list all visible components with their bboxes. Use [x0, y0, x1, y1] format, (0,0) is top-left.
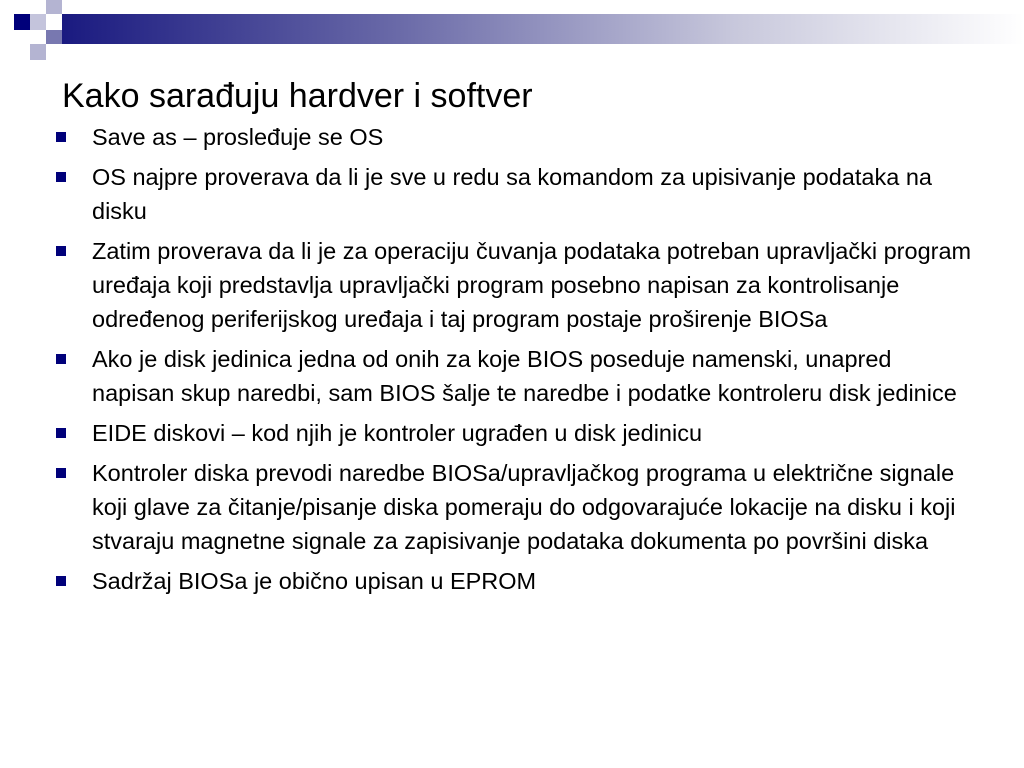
bullet-item [52, 120, 972, 154]
square-bullet-icon [56, 132, 66, 142]
deco-square-light [30, 14, 46, 30]
bullet-text: Sadržaj BIOSa je obično upisan u EPROM [92, 568, 537, 594]
header-gradient-bar [62, 14, 1024, 44]
deco-square-dark [14, 14, 30, 30]
deco-square-light [46, 0, 62, 14]
bullet-text: EIDE diskovi – kod njih je kontroler ugrađen u disk jedinicu [92, 420, 703, 446]
square-bullet-icon [56, 468, 66, 478]
bullet-item [52, 160, 972, 228]
bullet-text: Zatim proverava da li je za operaciju čuvanja podataka potreban upravljački program uređaja koji predstavlja upravljački program posebno napisan za kontrolisanje određenog periferijskog uređaja i taj program postaje proširenje BIOSa [92, 238, 972, 332]
bullet-text: Ako je disk jedinica jedna od onih za koje BIOS poseduje namenski, unapred napisan skup naredbi, sam BIOS šalje te naredbe i podatke kontroleru disk jedinice [92, 346, 957, 406]
bullet-item [52, 564, 972, 598]
bullet-text: Kontroler diska prevodi naredbe BIOSa/upravljačkog programa u električne signale koji glave za čitanje/pisanje diska pomeraju do odgovarajuće lokacije na disku i koji stvaraju magnetne signale za zapisivanje podataka dokumenta po površini diska [92, 460, 956, 554]
bullet-item [52, 456, 972, 558]
square-bullet-icon [56, 354, 66, 364]
bullet-item [52, 234, 972, 336]
bullet-list [52, 120, 972, 604]
square-bullet-icon [56, 428, 66, 438]
header-decoration [0, 0, 1024, 70]
deco-square-mid [46, 30, 62, 44]
bullet-text: OS najpre proverava da li je sve u redu sa komandom za upisivanje podataka na disku [92, 164, 932, 224]
square-bullet-icon [56, 576, 66, 586]
bullet-text: Save as – prosleđuje se OS [92, 124, 384, 150]
bullet-item [52, 416, 972, 450]
square-bullet-icon [56, 246, 66, 256]
square-bullet-icon [56, 172, 66, 182]
slide-title: Kako sarađuju hardver i softver [62, 77, 533, 115]
bullet-item [52, 342, 972, 410]
deco-square-light [30, 44, 46, 60]
